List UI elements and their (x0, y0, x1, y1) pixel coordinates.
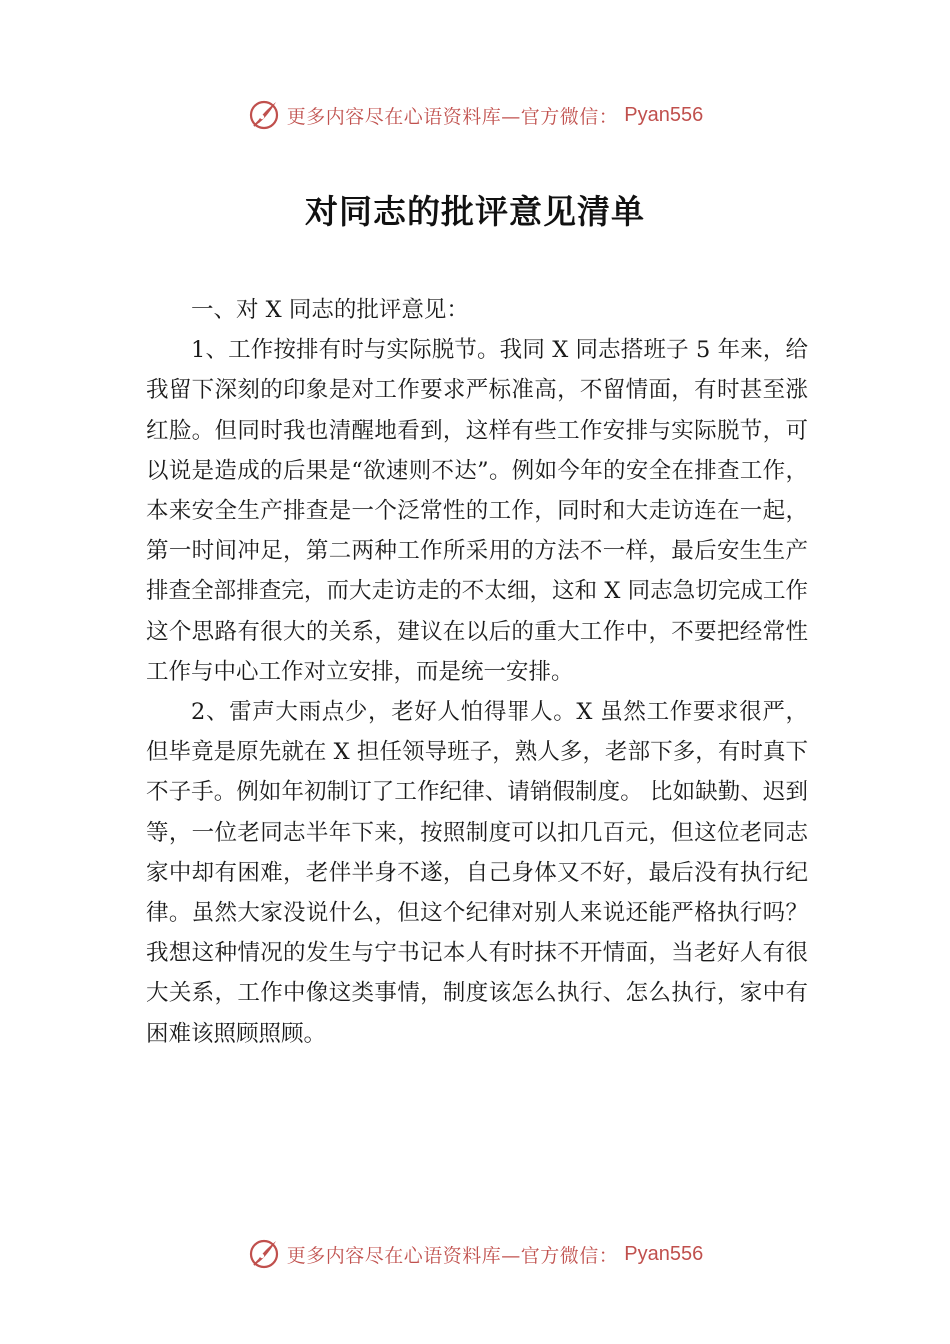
watermark-text: 更多内容尽在心语资料库—官方微信： (286, 1244, 619, 1267)
watermark-footer (0, 1234, 950, 1274)
section-heading: 一、对 X 同志的批评意见： (191, 297, 469, 323)
watermark-handle: Pyan556 (624, 1242, 704, 1265)
watermark-handle: Pyan556 (624, 103, 704, 126)
watermark-header (0, 95, 950, 135)
paragraph-2: 2、雷声大雨点少，老好人怕得罪人。X 虽然工作要求很严，但毕竟是原先就在 X 担任领导班子，熟人多，老部下多，有时真下不子手。例如年初制订了工作纪律、请销假制度。 比如缺勤、迟到等，一位老同志半年下来，按照制度可以扣几百元，但这位老同志家中却有困难，老伴半身不遂，自己身体又不好，最后没有执行纪律。虽然大家没说什么，但这个纪律对别人来说还能严格执行吗？我想这种情况的发生与宁书记本人有时抹不开情面，当老好人有很大关系，工作中像这类事情，制度该怎么执行、怎么执行，家中有困难该照顾照顾。 (146, 699, 808, 1047)
quill-circle-icon (247, 98, 281, 132)
document-body (146, 290, 808, 1054)
quill-circle-icon (247, 1237, 281, 1271)
paragraph-1: 1、工作按排有时与实际脱节。我同 X 同志搭班子 5 年来，给我留下深刻的印象是对工作要求严标准高，不留情面，有时甚至涨红脸。但同时我也清醒地看到，这样有些工作安排与实际脱节，可以说是造成的后果是“欲速则不达”。例如今年的安全在排查工作，本来安全生产排查是一个泛常性的工作，同时和大走访连在一起，第一时间冲足，第二两种工作所采用的方法不一样，最后安生生产排查全部排查完，而大走访走的不太细，这和 X 同志急切完成工作这个思路有很大的关系，建议在以后的重大工作中，不要把经常性工作与中心工作对立安排，而是统一安排。 (146, 337, 808, 685)
watermark-text: 更多内容尽在心语资料库—官方微信： (286, 105, 619, 128)
document-title: 对同志的批评意见清单 (305, 192, 645, 231)
